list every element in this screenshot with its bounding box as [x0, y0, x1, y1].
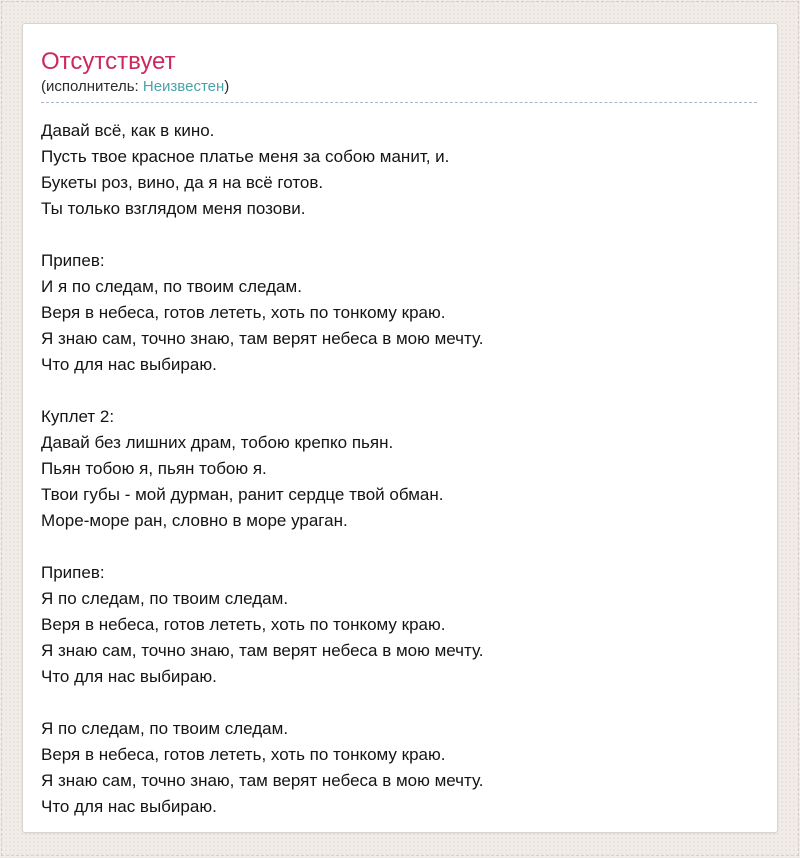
- lyric-line: Что для нас выбираю.: [41, 355, 217, 374]
- stanza-4: [41, 560, 757, 690]
- artist-label-prefix: (исполнитель:: [41, 78, 143, 95]
- artist-label-suffix: ): [224, 78, 230, 95]
- lyric-line: Букеты роз, вино, да я на всё готов.: [41, 173, 324, 192]
- lyric-line: Что для нас выбираю.: [41, 667, 217, 686]
- lyric-line: Твои губы - мой дурман, ранит сердце твой обман.: [41, 485, 444, 504]
- artist-line: [41, 78, 757, 103]
- lyric-line: Веря в небеса, готов лететь, хоть по тонкому краю.: [41, 303, 446, 322]
- lyric-line: Давай всё, как в кино.: [41, 121, 215, 140]
- lyric-line: Припев:: [41, 563, 105, 582]
- lyric-line: Я знаю сам, точно знаю, там верят небеса в мою мечту.: [41, 641, 484, 660]
- lyric-line: Пьян тобою я, пьян тобою я.: [41, 459, 267, 478]
- lyric-line: Я знаю сам, точно знаю, там верят небеса в мою мечту.: [41, 771, 484, 790]
- lyric-line: Пусть твое красное платье меня за собою манит, и.: [41, 147, 450, 166]
- lyric-line: Веря в небеса, готов лететь, хоть по тонкому краю.: [41, 745, 446, 764]
- lyrics-card: [22, 23, 778, 833]
- lyric-line: Давай без лишних драм, тобою крепко пьян.: [41, 433, 394, 452]
- stanza-5: [41, 716, 757, 820]
- lyric-line: Я по следам, по твоим следам.: [41, 719, 289, 738]
- lyric-line: Море-море ран, словно в море ураган.: [41, 511, 348, 530]
- artist-link[interactable]: Неизвестен: [142, 78, 225, 95]
- lyric-line: Я по следам, по твоим следам.: [41, 589, 289, 608]
- lyrics-text: [41, 118, 757, 820]
- song-title: Отсутствует: [41, 48, 176, 75]
- stanza-2: [41, 248, 757, 378]
- lyric-line: Что для нас выбираю.: [41, 797, 217, 816]
- lyric-line: И я по следам, по твоим следам.: [41, 277, 302, 296]
- lyric-line: Веря в небеса, готов лететь, хоть по тонкому краю.: [41, 615, 446, 634]
- lyric-line: Ты только взглядом меня позови.: [41, 199, 306, 218]
- lyric-line: Куплет 2:: [41, 407, 115, 426]
- stanza-1: [41, 118, 757, 222]
- lyric-line: Припев:: [41, 251, 105, 270]
- lyric-line: Я знаю сам, точно знаю, там верят небеса в мою мечту.: [41, 329, 484, 348]
- stanza-3: [41, 404, 757, 534]
